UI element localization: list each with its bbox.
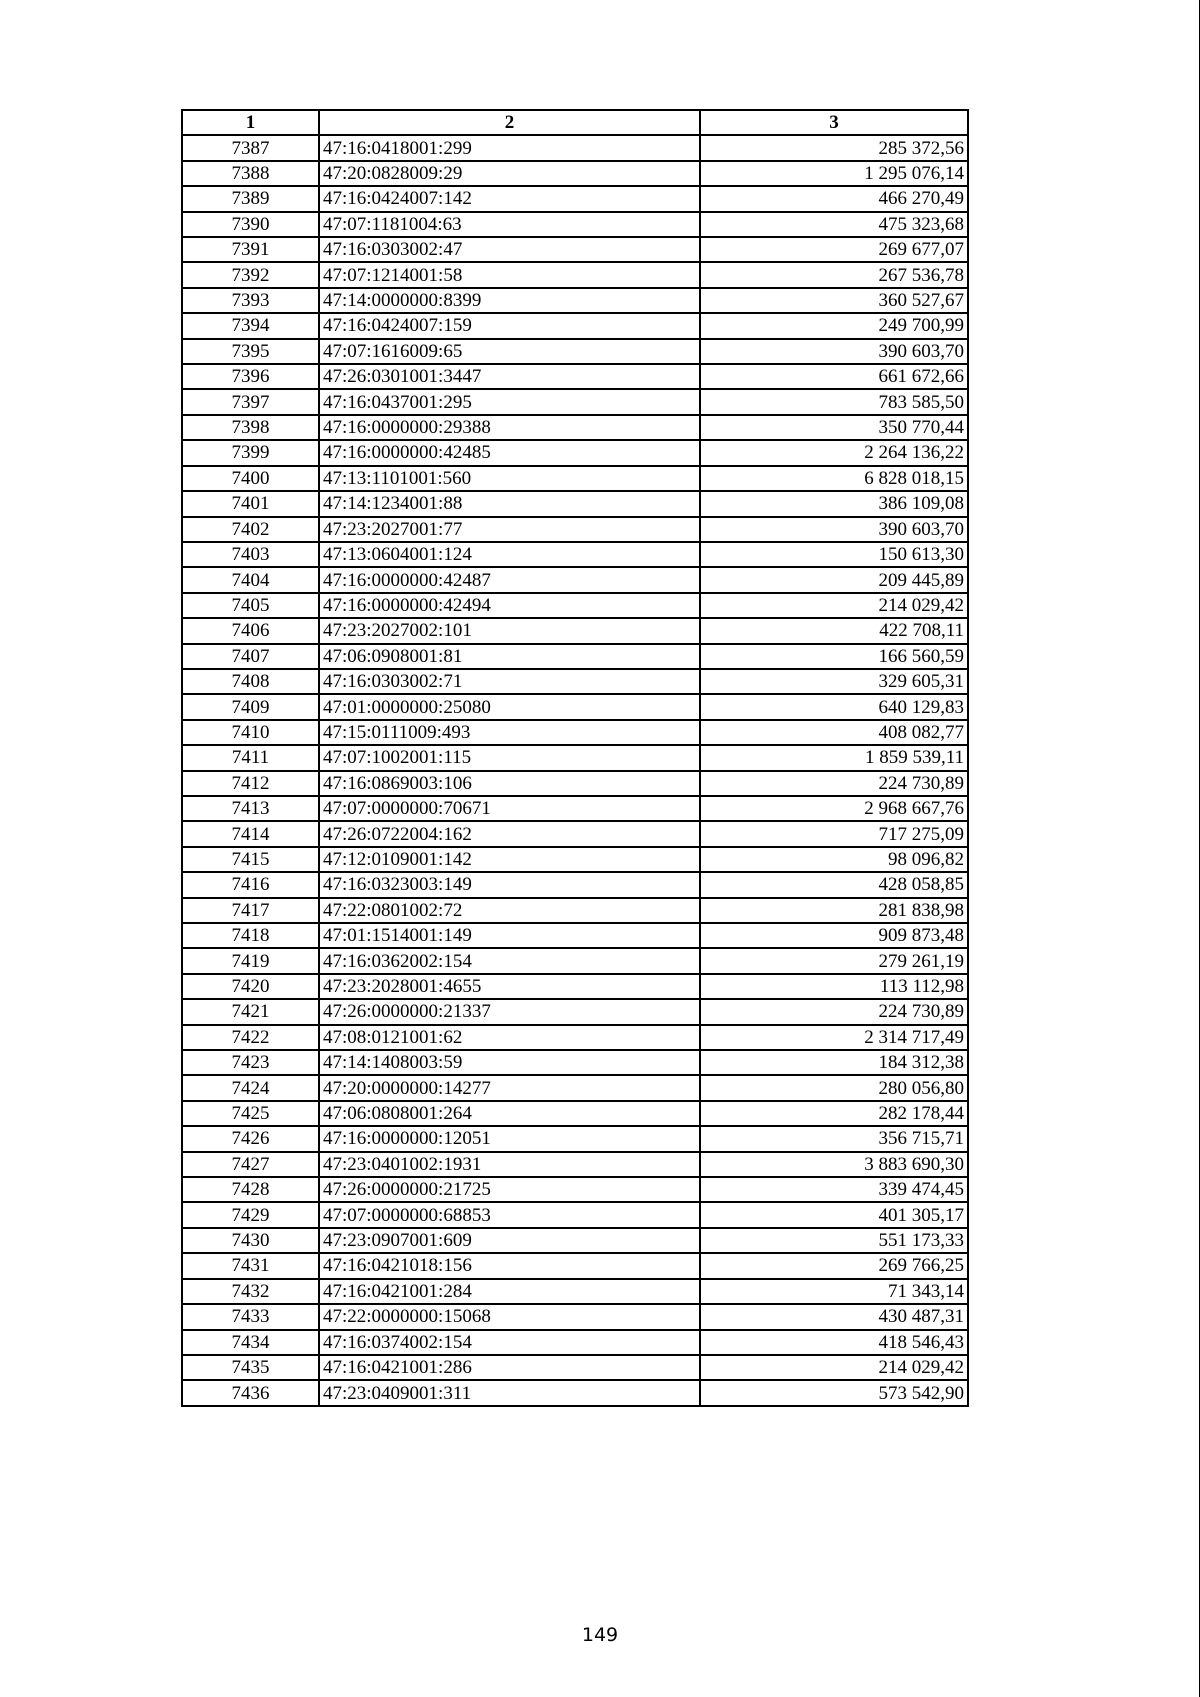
cadastral-number-cell: 47:07:1616009:65	[319, 339, 700, 364]
row-number-cell: 7432	[182, 1279, 319, 1304]
cadastral-value-cell: 551 173,33	[700, 1228, 968, 1253]
cadastral-number-cell: 47:16:0000000:12051	[319, 1126, 700, 1151]
row-number-cell: 7416	[182, 872, 319, 897]
table-row	[182, 948, 968, 973]
cadastral-value-cell: 661 672,66	[700, 364, 968, 389]
cadastral-value-cell: 329 605,31	[700, 669, 968, 694]
cadastral-value-cell: 214 029,42	[700, 1355, 968, 1380]
cadastral-number-cell: 47:06:0808001:264	[319, 1101, 700, 1126]
row-number-cell: 7414	[182, 821, 319, 846]
cadastral-number-cell: 47:22:0000000:15068	[319, 1304, 700, 1329]
row-number-cell: 7392	[182, 262, 319, 287]
table-row	[182, 567, 968, 592]
table-body	[182, 135, 968, 1405]
table-row	[182, 542, 968, 567]
header-row	[182, 110, 968, 135]
cadastral-value-cell: 269 766,25	[700, 1253, 968, 1278]
cadastral-value-cell: 909 873,48	[700, 923, 968, 948]
table-row	[182, 1075, 968, 1100]
cadastral-value-cell: 6 828 018,15	[700, 466, 968, 491]
row-number-cell: 7399	[182, 440, 319, 465]
cadastral-value-cell: 2 968 667,76	[700, 796, 968, 821]
cadastral-number-cell: 47:26:0301001:3447	[319, 364, 700, 389]
row-number-cell: 7404	[182, 567, 319, 592]
row-number-cell: 7428	[182, 1177, 319, 1202]
row-number-cell: 7430	[182, 1228, 319, 1253]
table-row	[182, 1126, 968, 1151]
cadastral-value-cell: 209 445,89	[700, 567, 968, 592]
cadastral-number-cell: 47:07:1181004:63	[319, 212, 700, 237]
row-number-cell: 7393	[182, 288, 319, 313]
row-number-cell: 7431	[182, 1253, 319, 1278]
cadastral-value-cell: 475 323,68	[700, 212, 968, 237]
cadastral-number-cell: 47:16:0000000:42494	[319, 593, 700, 618]
row-number-cell: 7387	[182, 135, 319, 160]
cadastral-value-cell: 428 058,85	[700, 872, 968, 897]
row-number-cell: 7407	[182, 644, 319, 669]
table-row	[182, 466, 968, 491]
cadastral-value-cell: 281 838,98	[700, 898, 968, 923]
row-number-cell: 7398	[182, 415, 319, 440]
cadastral-value-cell: 166 560,59	[700, 644, 968, 669]
table-row	[182, 872, 968, 897]
cadastral-value-cell: 280 056,80	[700, 1075, 968, 1100]
cadastral-value-cell: 2 264 136,22	[700, 440, 968, 465]
cadastral-number-cell: 47:20:0828009:29	[319, 161, 700, 186]
cadastral-value-cell: 418 546,43	[700, 1330, 968, 1355]
cadastral-value-cell: 783 585,50	[700, 389, 968, 414]
page-number: 149	[581, 1624, 619, 1646]
cadastral-value-cell: 386 109,08	[700, 491, 968, 516]
cadastral-value-cell: 640 129,83	[700, 694, 968, 719]
row-number-cell: 7423	[182, 1050, 319, 1075]
table-row	[182, 1330, 968, 1355]
table-row	[182, 1279, 968, 1304]
cadastral-value-cell: 466 270,49	[700, 186, 968, 211]
cadastral-number-cell: 47:23:0409001:311	[319, 1380, 700, 1405]
row-number-cell: 7391	[182, 237, 319, 262]
cadastral-number-cell: 47:14:1234001:88	[319, 491, 700, 516]
table-row	[182, 745, 968, 770]
table-header	[182, 110, 968, 135]
cadastral-number-cell: 47:07:0000000:68853	[319, 1202, 700, 1227]
cadastral-value-cell: 285 372,56	[700, 135, 968, 160]
row-number-cell: 7422	[182, 1025, 319, 1050]
table-row	[182, 1253, 968, 1278]
table-row	[182, 821, 968, 846]
row-number-cell: 7421	[182, 999, 319, 1024]
cadastral-value-cell: 408 082,77	[700, 720, 968, 745]
row-number-cell: 7415	[182, 847, 319, 872]
cadastral-number-cell: 47:07:0000000:70671	[319, 796, 700, 821]
table-row	[182, 593, 968, 618]
cadastral-number-cell: 47:12:0109001:142	[319, 847, 700, 872]
table-row	[182, 186, 968, 211]
row-number-cell: 7410	[182, 720, 319, 745]
cadastral-number-cell: 47:16:0418001:299	[319, 135, 700, 160]
row-number-cell: 7401	[182, 491, 319, 516]
cadastral-number-cell: 47:16:0421001:286	[319, 1355, 700, 1380]
table-row	[182, 720, 968, 745]
row-number-cell: 7409	[182, 694, 319, 719]
cadastral-value-cell: 71 343,14	[700, 1279, 968, 1304]
cadastral-number-cell: 47:06:0908001:81	[319, 644, 700, 669]
row-number-cell: 7389	[182, 186, 319, 211]
table-row	[182, 771, 968, 796]
cadastral-number-cell: 47:16:0000000:42487	[319, 567, 700, 592]
cadastral-number-cell: 47:16:0323003:149	[319, 872, 700, 897]
table-row	[182, 364, 968, 389]
row-number-cell: 7429	[182, 1202, 319, 1227]
cadastral-number-cell: 47:23:2027001:77	[319, 517, 700, 542]
table-row	[182, 288, 968, 313]
row-number-cell: 7425	[182, 1101, 319, 1126]
row-number-cell: 7433	[182, 1304, 319, 1329]
row-number-cell: 7426	[182, 1126, 319, 1151]
cadastral-number-cell: 47:16:0303002:47	[319, 237, 700, 262]
cadastral-value-cell: 113 112,98	[700, 974, 968, 999]
cadastral-number-cell: 47:15:0111009:493	[319, 720, 700, 745]
cadastral-value-cell: 390 603,70	[700, 339, 968, 364]
cadastral-value-cell: 717 275,09	[700, 821, 968, 846]
row-number-cell: 7418	[182, 923, 319, 948]
header-col-3: 3	[700, 110, 968, 135]
cadastral-value-cell: 249 700,99	[700, 313, 968, 338]
cadastral-value-cell: 224 730,89	[700, 999, 968, 1024]
header-col-2: 2	[319, 110, 700, 135]
table-row	[182, 440, 968, 465]
table-row	[182, 212, 968, 237]
cadastral-number-cell: 47:16:0424007:142	[319, 186, 700, 211]
row-number-cell: 7395	[182, 339, 319, 364]
cadastral-value-cell: 214 029,42	[700, 593, 968, 618]
table-row	[182, 1177, 968, 1202]
row-number-cell: 7406	[182, 618, 319, 643]
row-number-cell: 7427	[182, 1152, 319, 1177]
cadastral-value-cell: 360 527,67	[700, 288, 968, 313]
cadastral-number-cell: 47:16:0869003:106	[319, 771, 700, 796]
row-number-cell: 7394	[182, 313, 319, 338]
table-row	[182, 237, 968, 262]
cadastral-number-cell: 47:16:0000000:42485	[319, 440, 700, 465]
row-number-cell: 7413	[182, 796, 319, 821]
table-row	[182, 644, 968, 669]
table-row	[182, 1025, 968, 1050]
cadastral-value-cell: 184 312,38	[700, 1050, 968, 1075]
table-row	[182, 1380, 968, 1405]
cadastral-number-cell: 47:26:0000000:21725	[319, 1177, 700, 1202]
cadastral-value-cell: 2 314 717,49	[700, 1025, 968, 1050]
cadastral-number-cell: 47:23:2028001:4655	[319, 974, 700, 999]
cadastral-value-cell: 3 883 690,30	[700, 1152, 968, 1177]
table-row	[182, 1101, 968, 1126]
cadastral-value-cell: 430 487,31	[700, 1304, 968, 1329]
row-number-cell: 7397	[182, 389, 319, 414]
row-number-cell: 7402	[182, 517, 319, 542]
row-number-cell: 7417	[182, 898, 319, 923]
cadastral-value-cell: 1 295 076,14	[700, 161, 968, 186]
cadastral-number-cell: 47:26:0722004:162	[319, 821, 700, 846]
table-row	[182, 999, 968, 1024]
table-row	[182, 415, 968, 440]
cadastral-value-cell: 98 096,82	[700, 847, 968, 872]
cadastral-number-cell: 47:07:1002001:115	[319, 745, 700, 770]
cadastral-number-cell: 47:13:0604001:124	[319, 542, 700, 567]
cadastral-number-cell: 47:16:0437001:295	[319, 389, 700, 414]
cadastral-value-cell: 269 677,07	[700, 237, 968, 262]
table-row	[182, 313, 968, 338]
header-col-1: 1	[182, 110, 319, 135]
cadastral-number-cell: 47:16:0362002:154	[319, 948, 700, 973]
cadastral-number-cell: 47:16:0000000:29388	[319, 415, 700, 440]
row-number-cell: 7436	[182, 1380, 319, 1405]
cadastral-number-cell: 47:23:0401002:1931	[319, 1152, 700, 1177]
row-number-cell: 7390	[182, 212, 319, 237]
cadastral-number-cell: 47:16:0303002:71	[319, 669, 700, 694]
row-number-cell: 7411	[182, 745, 319, 770]
cadastral-number-cell: 47:14:1408003:59	[319, 1050, 700, 1075]
row-number-cell: 7419	[182, 948, 319, 973]
cadastral-value-cell: 356 715,71	[700, 1126, 968, 1151]
table-row	[182, 694, 968, 719]
table-row	[182, 847, 968, 872]
cadastral-number-cell: 47:07:1214001:58	[319, 262, 700, 287]
table-row	[182, 389, 968, 414]
cadastral-number-cell: 47:23:0907001:609	[319, 1228, 700, 1253]
cadastral-value-cell: 350 770,44	[700, 415, 968, 440]
cadastral-value-cell: 282 178,44	[700, 1101, 968, 1126]
cadastral-value-cell: 339 474,45	[700, 1177, 968, 1202]
cadastral-number-cell: 47:26:0000000:21337	[319, 999, 700, 1024]
cadastral-value-cell: 390 603,70	[700, 517, 968, 542]
cadastral-value-cell: 573 542,90	[700, 1380, 968, 1405]
table-row	[182, 1202, 968, 1227]
table-row	[182, 1355, 968, 1380]
table-row	[182, 923, 968, 948]
cadastral-value-cell: 422 708,11	[700, 618, 968, 643]
cadastral-number-cell: 47:13:1101001:560	[319, 466, 700, 491]
table-row	[182, 898, 968, 923]
table-row	[182, 1304, 968, 1329]
table-row	[182, 1152, 968, 1177]
cadastral-value-cell: 150 613,30	[700, 542, 968, 567]
row-number-cell: 7424	[182, 1075, 319, 1100]
cadastral-number-cell: 47:01:1514001:149	[319, 923, 700, 948]
cadastral-value-cell: 401 305,17	[700, 1202, 968, 1227]
table-row	[182, 669, 968, 694]
row-number-cell: 7400	[182, 466, 319, 491]
table-row	[182, 1228, 968, 1253]
table-row	[182, 491, 968, 516]
row-number-cell: 7396	[182, 364, 319, 389]
cadastral-number-cell: 47:16:0421018:156	[319, 1253, 700, 1278]
table-row	[182, 517, 968, 542]
table-row	[182, 1050, 968, 1075]
cadastral-number-cell: 47:14:0000000:8399	[319, 288, 700, 313]
cadastral-value-cell: 224 730,89	[700, 771, 968, 796]
row-number-cell: 7412	[182, 771, 319, 796]
cadastral-value-cell: 1 859 539,11	[700, 745, 968, 770]
cadastral-number-cell: 47:16:0421001:284	[319, 1279, 700, 1304]
row-number-cell: 7420	[182, 974, 319, 999]
table-row	[182, 262, 968, 287]
row-number-cell: 7435	[182, 1355, 319, 1380]
row-number-cell: 7405	[182, 593, 319, 618]
cadastral-number-cell: 47:23:2027002:101	[319, 618, 700, 643]
cadastral-number-cell: 47:16:0424007:159	[319, 313, 700, 338]
row-number-cell: 7408	[182, 669, 319, 694]
table-row	[182, 796, 968, 821]
cadastral-value-cell: 279 261,19	[700, 948, 968, 973]
table-row	[182, 974, 968, 999]
table-row	[182, 135, 968, 160]
cadastral-value-cell: 267 536,78	[700, 262, 968, 287]
row-number-cell: 7434	[182, 1330, 319, 1355]
table-row	[182, 161, 968, 186]
table-row	[182, 618, 968, 643]
cadastral-number-cell: 47:22:0801002:72	[319, 898, 700, 923]
cadastral-number-cell: 47:08:0121001:62	[319, 1025, 700, 1050]
cadastral-number-cell: 47:16:0374002:154	[319, 1330, 700, 1355]
row-number-cell: 7388	[182, 161, 319, 186]
cadastral-value-table	[181, 109, 969, 1407]
row-number-cell: 7403	[182, 542, 319, 567]
cadastral-number-cell: 47:01:0000000:25080	[319, 694, 700, 719]
table-row	[182, 339, 968, 364]
cadastral-number-cell: 47:20:0000000:14277	[319, 1075, 700, 1100]
